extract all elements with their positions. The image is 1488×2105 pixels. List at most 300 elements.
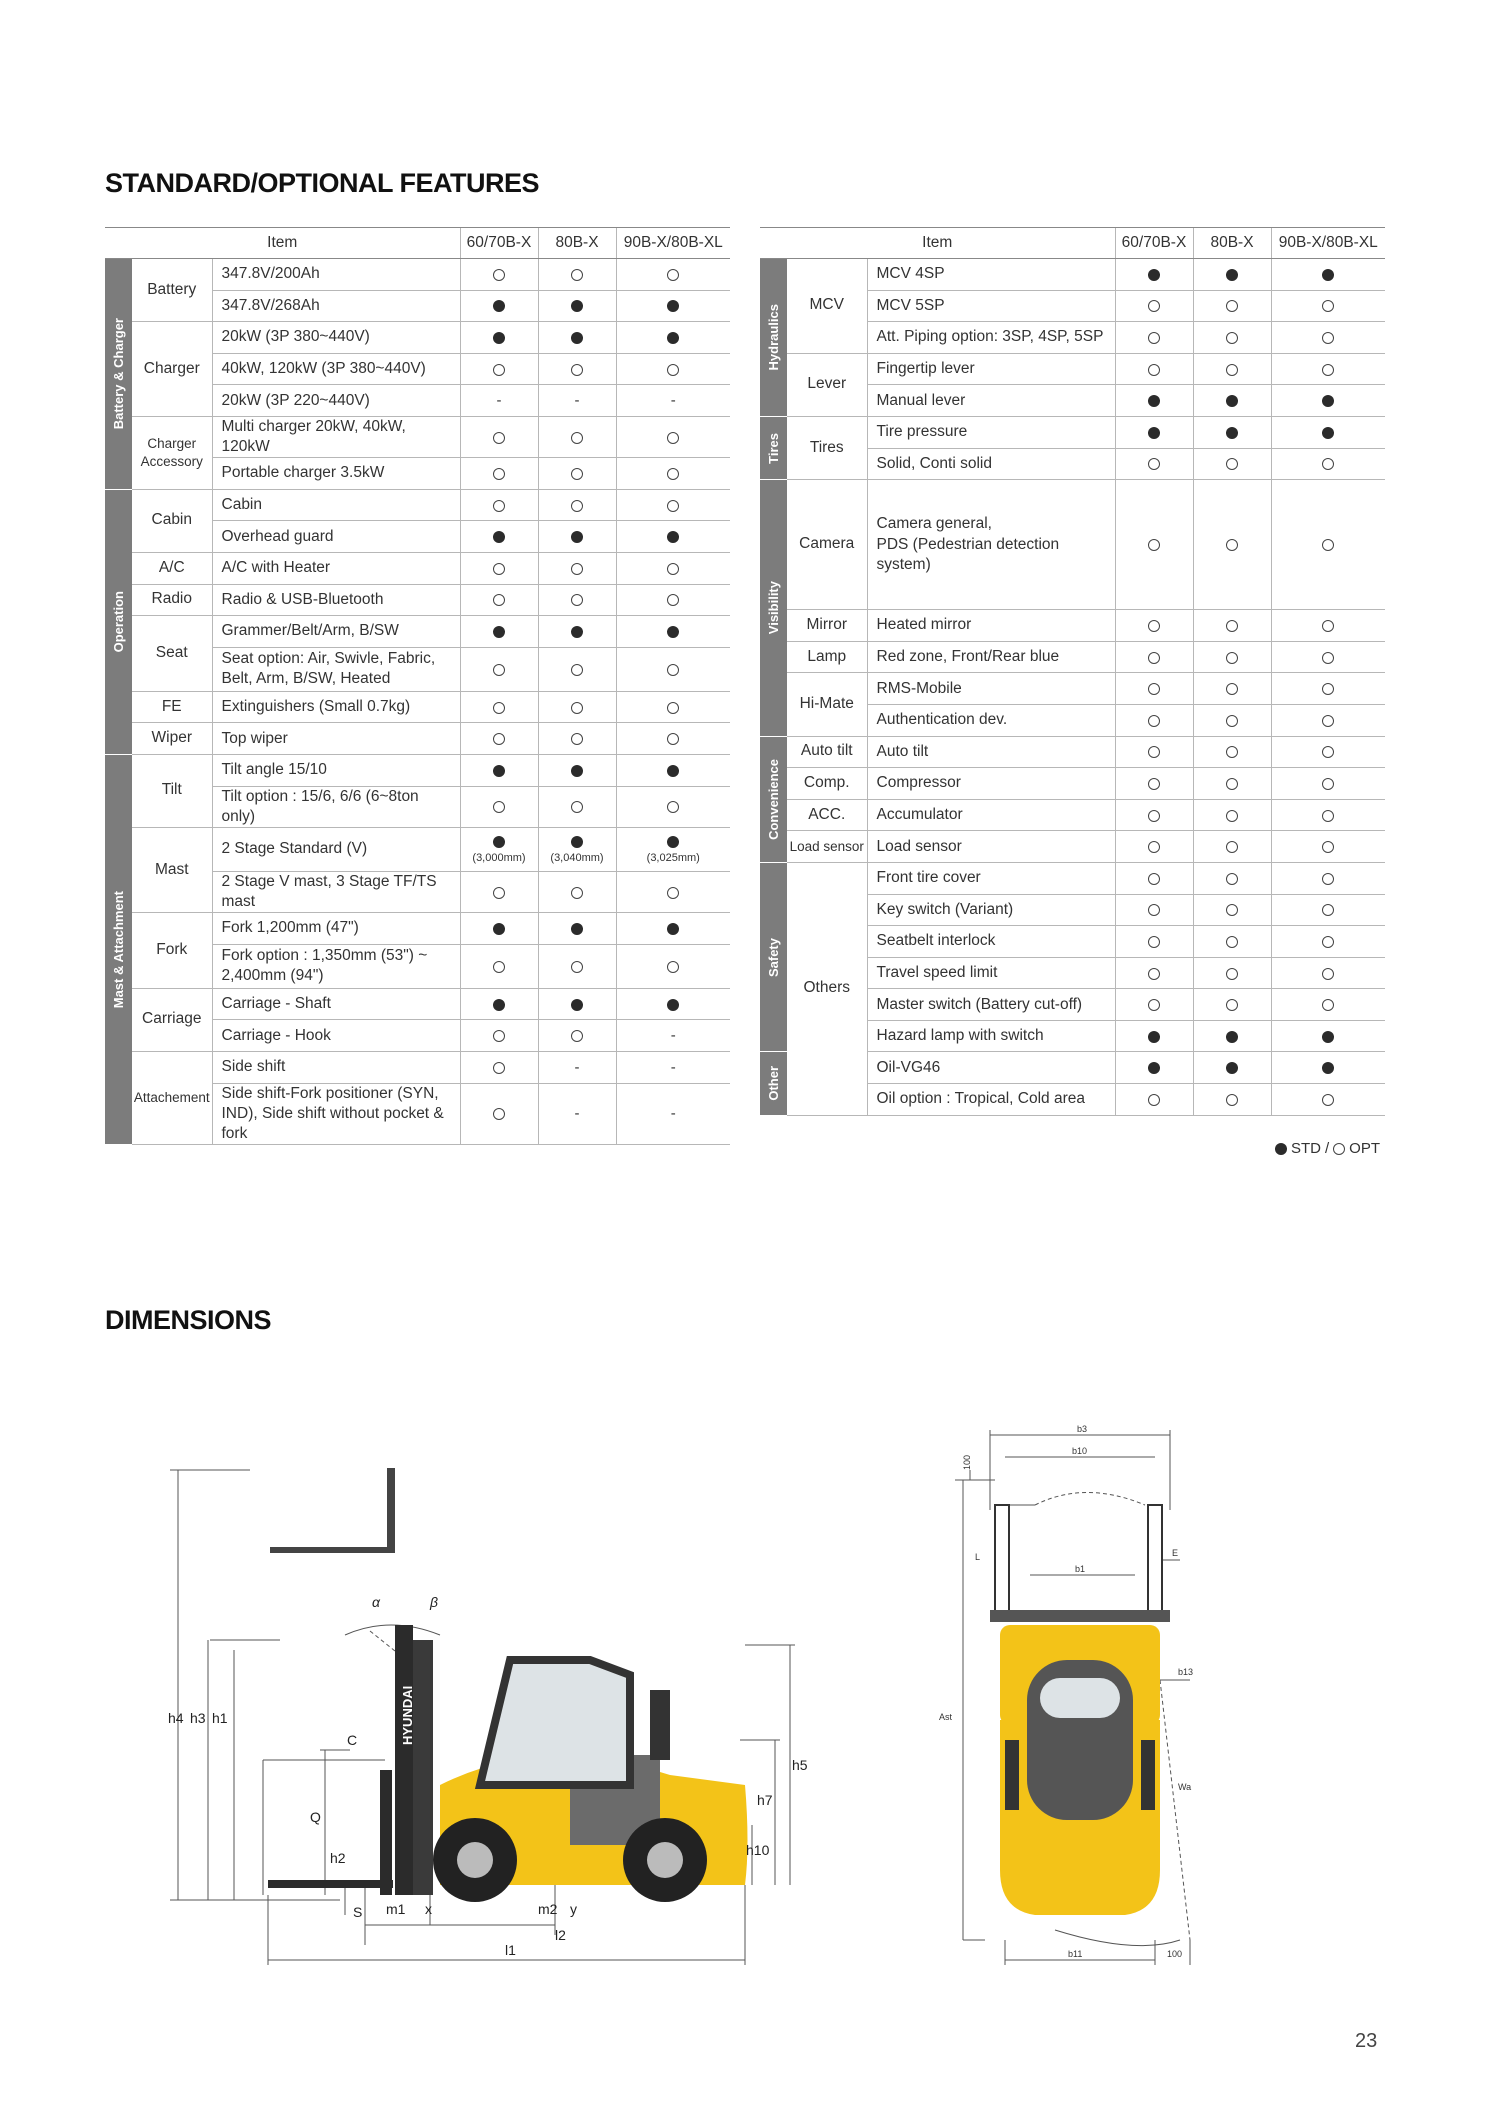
opt-circle-icon	[1322, 364, 1334, 376]
opt-circle-icon	[667, 702, 679, 714]
item-label: Travel speed limit	[867, 957, 1115, 989]
model-value-cell	[460, 385, 538, 417]
model-value-cell	[460, 1020, 538, 1052]
opt-circle-icon	[1226, 652, 1238, 664]
model-value-cell	[616, 553, 730, 585]
std-dot-icon	[667, 300, 679, 312]
l1-label: l1	[505, 1942, 516, 1958]
opt-circle-icon	[1322, 810, 1334, 822]
model-value-cell	[538, 584, 616, 616]
subgroup-label: Battery	[132, 259, 212, 322]
std-dot-icon	[667, 332, 679, 344]
std-dot-icon	[1148, 395, 1160, 407]
opt-circle-icon	[1226, 539, 1238, 551]
h3-label: h3	[190, 1710, 206, 1726]
item-label: 20kW (3P 380~440V)	[212, 322, 460, 354]
table-row	[760, 480, 1385, 610]
std-dot-icon	[493, 765, 505, 777]
model-value-cell	[616, 290, 730, 322]
opt-circle-icon	[493, 1030, 505, 1042]
model-value-cell	[1115, 957, 1193, 989]
item-label: Solid, Conti solid	[867, 448, 1115, 480]
b13-label: b13	[1178, 1667, 1194, 1677]
group-name: Other	[766, 1066, 781, 1101]
table-row	[105, 691, 730, 723]
std-dot-icon	[1226, 427, 1238, 439]
opt-circle-icon	[1322, 746, 1334, 758]
model-value-cell	[1193, 989, 1271, 1021]
b1-label: b1	[1075, 1564, 1086, 1574]
group-name: Safety	[766, 937, 781, 977]
model-value-cell	[1115, 831, 1193, 863]
model-value-cell	[460, 489, 538, 521]
h4-label: h4	[168, 1710, 184, 1726]
opt-circle-icon	[667, 733, 679, 745]
subgroup-label: Others	[787, 862, 867, 1115]
opt-circle-icon	[1226, 810, 1238, 822]
model-value-cell	[460, 1083, 538, 1144]
subgroup-label: Carriage	[132, 988, 212, 1051]
opt-circle-icon	[1148, 364, 1160, 376]
item-label: 40kW, 120kW (3P 380~440V)	[212, 353, 460, 385]
subgroup-label: Camera	[787, 480, 867, 610]
table-row	[105, 1051, 730, 1083]
subgroup-label: Wiper	[132, 723, 212, 755]
item-label: Tilt angle 15/10	[212, 755, 460, 787]
model-value-cell	[1271, 704, 1385, 736]
h2-label: h2	[330, 1850, 346, 1866]
opt-circle-icon	[1322, 652, 1334, 664]
std-dot-icon	[571, 300, 583, 312]
opt-circle-icon	[493, 1108, 505, 1120]
model-value-cell	[1271, 673, 1385, 705]
model-value-cell	[616, 322, 730, 354]
opt-circle-icon	[1148, 873, 1160, 885]
model-value-cell	[538, 723, 616, 755]
item-label: 347.8V/268Ah	[212, 290, 460, 322]
item-label: Fork 1,200mm (47")	[212, 913, 460, 945]
model-value-cell	[1271, 610, 1385, 642]
model-value-cell	[538, 416, 616, 457]
model-value-cell	[538, 786, 616, 827]
table-row	[760, 768, 1385, 800]
item-label: 2 Stage Standard (V)	[212, 827, 460, 871]
std-dot-icon	[493, 836, 505, 848]
model-value-cell	[1271, 1052, 1385, 1084]
std-dot-icon	[493, 923, 505, 935]
l-label: L	[975, 1552, 981, 1562]
model-value-cell	[616, 871, 730, 912]
opt-circle-icon	[1226, 620, 1238, 632]
model-value-cell	[616, 827, 730, 871]
item-label: Side shift	[212, 1051, 460, 1083]
opt-circle-icon	[493, 468, 505, 480]
item-label: Camera general, PDS (Pedestrian detection system)	[867, 480, 1115, 610]
header-model-3: 90B-X/80B-XL	[616, 228, 730, 259]
model-value-cell	[538, 385, 616, 417]
model-value-cell	[460, 1051, 538, 1083]
e-label: E	[1172, 1548, 1179, 1558]
opt-circle-icon	[1148, 746, 1160, 758]
item-label: Front tire cover	[867, 862, 1115, 894]
opt-circle-icon	[1226, 778, 1238, 790]
opt-circle-icon	[1226, 873, 1238, 885]
subgroup-label: Lever	[787, 353, 867, 416]
opt-circle-icon	[667, 594, 679, 606]
table-row	[105, 322, 730, 354]
model-value-cell	[1193, 957, 1271, 989]
std-dot-icon	[1322, 269, 1334, 281]
model-value-cell	[1193, 385, 1271, 417]
opt-circle-icon	[571, 733, 583, 745]
subgroup-label: FE	[132, 691, 212, 723]
model-value-cell	[616, 416, 730, 457]
group-label	[105, 755, 132, 1145]
legend-sep: /	[1325, 1140, 1330, 1157]
item-label: Grammer/Belt/Arm, B/SW	[212, 616, 460, 648]
legend	[1275, 1140, 1380, 1157]
model-value-cell	[538, 521, 616, 553]
opt-circle-icon	[1226, 1094, 1238, 1106]
group-label	[760, 416, 787, 479]
std-dot-icon	[571, 923, 583, 935]
subgroup-label: ACC.	[787, 799, 867, 831]
opt-circle-icon	[571, 702, 583, 714]
opt-circle-icon	[571, 563, 583, 575]
q-label: Q	[310, 1809, 321, 1825]
model-value-cell	[538, 691, 616, 723]
header-model-1: 60/70B-X	[1115, 228, 1193, 259]
item-label: 347.8V/200Ah	[212, 259, 460, 291]
na-dash: -	[574, 1058, 580, 1076]
item-label: Red zone, Front/Rear blue	[867, 641, 1115, 673]
subgroup-label: Cabin	[132, 489, 212, 552]
model-value-cell	[616, 944, 730, 988]
item-label: Load sensor	[867, 831, 1115, 863]
model-value-cell	[1193, 862, 1271, 894]
model-value-cell	[616, 786, 730, 827]
model-value-cell	[1193, 1020, 1271, 1052]
std-dot-icon	[571, 836, 583, 848]
model-note: (3,000mm)	[472, 852, 526, 865]
model-value-cell	[1193, 673, 1271, 705]
item-label: Manual lever	[867, 385, 1115, 417]
table-row	[760, 353, 1385, 385]
opt-circle-icon	[1322, 999, 1334, 1011]
table-row	[760, 673, 1385, 705]
model-value-cell	[460, 416, 538, 457]
std-dot-icon	[493, 626, 505, 638]
model-value-cell	[460, 647, 538, 691]
model-value-cell	[538, 259, 616, 291]
h10-label: h10	[746, 1842, 770, 1858]
opt-circle-icon	[1148, 300, 1160, 312]
model-value-cell	[1271, 416, 1385, 448]
model-value-cell	[1271, 353, 1385, 385]
model-value-cell	[460, 723, 538, 755]
header-model-2: 80B-X	[538, 228, 616, 259]
model-value-cell	[460, 521, 538, 553]
table-row	[105, 259, 730, 291]
header-model-3: 90B-X/80B-XL	[1271, 228, 1385, 259]
model-value-cell	[460, 913, 538, 945]
model-value-cell	[460, 259, 538, 291]
opt-circle-icon	[571, 432, 583, 444]
item-label: Auto tilt	[867, 736, 1115, 768]
model-value-cell	[616, 584, 730, 616]
group-label	[105, 489, 132, 754]
opt-circle-icon	[571, 1030, 583, 1042]
opt-circle-icon	[667, 961, 679, 973]
model-value-cell	[1193, 831, 1271, 863]
table-row	[105, 553, 730, 585]
item-label: A/C with Heater	[212, 553, 460, 585]
subgroup-label: Fork	[132, 913, 212, 989]
na-dash: -	[670, 392, 676, 410]
model-value-cell	[1193, 416, 1271, 448]
header-item: Item	[760, 228, 1115, 259]
model-value-cell	[1115, 704, 1193, 736]
group-name: Visibility	[766, 581, 781, 635]
model-value-cell	[1193, 480, 1271, 610]
subgroup-label: Tilt	[132, 755, 212, 828]
group-name: Tires	[766, 432, 781, 464]
model-value-cell	[616, 755, 730, 787]
model-value-cell	[1193, 259, 1271, 291]
header-item: Item	[105, 228, 460, 259]
item-label: Key switch (Variant)	[867, 894, 1115, 926]
item-label: Heated mirror	[867, 610, 1115, 642]
model-value-cell	[1115, 768, 1193, 800]
std-dot-icon	[1148, 1031, 1160, 1043]
model-value-cell	[460, 988, 538, 1020]
model-value-cell	[1271, 1084, 1385, 1116]
opt-circle-icon	[1226, 300, 1238, 312]
std-dot-icon	[1226, 1062, 1238, 1074]
model-value-cell	[1193, 768, 1271, 800]
model-value-cell	[1271, 926, 1385, 958]
page-number: 23	[1355, 2030, 1378, 2052]
std-dot-icon	[571, 626, 583, 638]
subgroup-label: Charger	[132, 322, 212, 417]
item-label: 2 Stage V mast, 3 Stage TF/TS mast	[212, 871, 460, 912]
model-value-cell	[1115, 259, 1193, 291]
item-label: Portable charger 3.5kW	[212, 458, 460, 490]
model-value-cell	[538, 871, 616, 912]
opt-circle-icon	[493, 269, 505, 281]
opt-circle-icon	[1322, 683, 1334, 695]
subgroup-label: Mirror	[787, 610, 867, 642]
opt-circle-icon	[493, 364, 505, 376]
model-value-cell	[1271, 322, 1385, 354]
model-value-cell	[1271, 957, 1385, 989]
subgroup-label: Mast	[132, 827, 212, 912]
model-value-cell	[460, 786, 538, 827]
std-dot-icon	[1322, 395, 1334, 407]
model-value-cell	[538, 553, 616, 585]
model-value-cell	[538, 458, 616, 490]
opt-circle-icon	[1322, 904, 1334, 916]
table-row	[760, 610, 1385, 642]
std-dot-icon	[667, 626, 679, 638]
b11-label: b11	[1068, 1949, 1083, 1959]
item-label: Top wiper	[212, 723, 460, 755]
header-model-1: 60/70B-X	[460, 228, 538, 259]
beta-label: β	[430, 1594, 438, 1610]
opt-circle-icon	[1322, 300, 1334, 312]
subgroup-label: Radio	[132, 584, 212, 616]
std-dot-icon	[1322, 1031, 1334, 1043]
opt-circle-icon	[571, 594, 583, 606]
std-dot-icon	[571, 999, 583, 1011]
opt-circle-icon	[1148, 539, 1160, 551]
model-value-cell	[1193, 736, 1271, 768]
opt-circle-icon	[493, 432, 505, 444]
model-value-cell	[460, 353, 538, 385]
table-row	[105, 584, 730, 616]
opt-circle-icon	[571, 961, 583, 973]
model-value-cell	[1193, 926, 1271, 958]
na-dash: -	[670, 1027, 676, 1045]
dim-100-top-label: 100	[962, 1454, 972, 1470]
item-label: MCV 5SP	[867, 290, 1115, 322]
model-value-cell	[460, 616, 538, 648]
opt-circle-icon	[1226, 841, 1238, 853]
table-row	[105, 416, 730, 457]
table-row	[760, 799, 1385, 831]
model-value-cell	[1193, 448, 1271, 480]
subgroup-label: Tires	[787, 416, 867, 479]
opt-circle-icon	[1226, 715, 1238, 727]
table-row	[760, 259, 1385, 291]
model-value-cell	[1115, 1084, 1193, 1116]
model-value-cell	[1115, 799, 1193, 831]
opt-circle-icon	[571, 364, 583, 376]
item-label: Tilt option : 15/6, 6/6 (6~8ton only)	[212, 786, 460, 827]
opt-circle-icon	[667, 269, 679, 281]
std-dot-icon	[667, 765, 679, 777]
group-name: Battery & Charger	[111, 318, 126, 430]
std-dot-icon	[667, 999, 679, 1011]
opt-circle-icon	[667, 468, 679, 480]
subgroup-label: Load sensor	[787, 831, 867, 863]
model-value-cell	[460, 871, 538, 912]
b10-label: b10	[1072, 1446, 1088, 1456]
model-value-cell	[1271, 290, 1385, 322]
model-value-cell	[616, 988, 730, 1020]
model-value-cell	[460, 755, 538, 787]
model-value-cell	[1271, 385, 1385, 417]
h1-label: h1	[212, 1710, 228, 1726]
model-value-cell	[1115, 862, 1193, 894]
table-row	[760, 736, 1385, 768]
std-dot-icon	[1226, 395, 1238, 407]
table-row	[105, 913, 730, 945]
model-value-cell	[538, 290, 616, 322]
h5-label: h5	[792, 1757, 808, 1773]
opt-circle-icon	[1226, 683, 1238, 695]
model-value-cell	[460, 458, 538, 490]
x-label: x	[425, 1901, 432, 1917]
model-value-cell	[538, 322, 616, 354]
table-row	[105, 723, 730, 755]
table-row	[105, 755, 730, 787]
model-value-cell	[616, 1051, 730, 1083]
opt-circle-icon	[1333, 1143, 1345, 1155]
opt-circle-icon	[1322, 873, 1334, 885]
item-label: Side shift-Fork positioner (SYN, IND), Side shift without pocket & fork	[212, 1083, 460, 1144]
model-value-cell	[1271, 641, 1385, 673]
std-dot-icon	[571, 531, 583, 543]
opt-circle-icon	[1148, 999, 1160, 1011]
model-value-cell	[1115, 416, 1193, 448]
std-dot-icon	[1148, 427, 1160, 439]
forklift-top-view-drawing	[935, 1420, 1255, 1980]
group-label	[760, 736, 787, 862]
item-label: RMS-Mobile	[867, 673, 1115, 705]
group-label	[760, 1052, 787, 1115]
model-value-cell	[616, 259, 730, 291]
model-value-cell	[1193, 1084, 1271, 1116]
std-dot-icon	[1226, 1031, 1238, 1043]
model-value-cell	[1193, 290, 1271, 322]
model-value-cell	[1193, 1052, 1271, 1084]
std-dot-icon	[1322, 427, 1334, 439]
opt-circle-icon	[1148, 904, 1160, 916]
model-value-cell	[1115, 1052, 1193, 1084]
model-value-cell	[1271, 831, 1385, 863]
model-value-cell	[616, 458, 730, 490]
opt-circle-icon	[667, 887, 679, 899]
model-value-cell	[460, 691, 538, 723]
model-value-cell	[1193, 799, 1271, 831]
l2-label: l2	[555, 1927, 566, 1943]
model-value-cell	[1193, 641, 1271, 673]
brand-label: HYUNDAI	[400, 1685, 415, 1745]
std-dot-icon	[571, 332, 583, 344]
opt-circle-icon	[667, 563, 679, 575]
opt-circle-icon	[1148, 936, 1160, 948]
model-value-cell	[1271, 768, 1385, 800]
subgroup-label: Hi-Mate	[787, 673, 867, 736]
std-dot-icon	[571, 765, 583, 777]
opt-circle-icon	[1148, 458, 1160, 470]
item-label: Authentication dev.	[867, 704, 1115, 736]
opt-circle-icon	[1226, 968, 1238, 980]
model-value-cell	[1115, 448, 1193, 480]
model-value-cell	[616, 647, 730, 691]
group-label	[760, 259, 787, 417]
opt-circle-icon	[1148, 715, 1160, 727]
h7-label: h7	[757, 1792, 773, 1808]
na-dash: -	[670, 1058, 676, 1076]
item-label: Compressor	[867, 768, 1115, 800]
b3-label: b3	[1077, 1424, 1088, 1434]
na-dash: -	[670, 1105, 676, 1123]
subgroup-label: A/C	[132, 553, 212, 585]
opt-circle-icon	[571, 500, 583, 512]
opt-circle-icon	[493, 961, 505, 973]
opt-circle-icon	[1322, 936, 1334, 948]
dimensions-title: DIMENSIONS	[105, 1305, 272, 1335]
model-value-cell	[1115, 480, 1193, 610]
opt-circle-icon	[571, 269, 583, 281]
subgroup-label: Auto tilt	[787, 736, 867, 768]
right-features-table	[760, 227, 1385, 1116]
model-value-cell	[1193, 610, 1271, 642]
model-value-cell	[1115, 385, 1193, 417]
model-value-cell	[538, 353, 616, 385]
